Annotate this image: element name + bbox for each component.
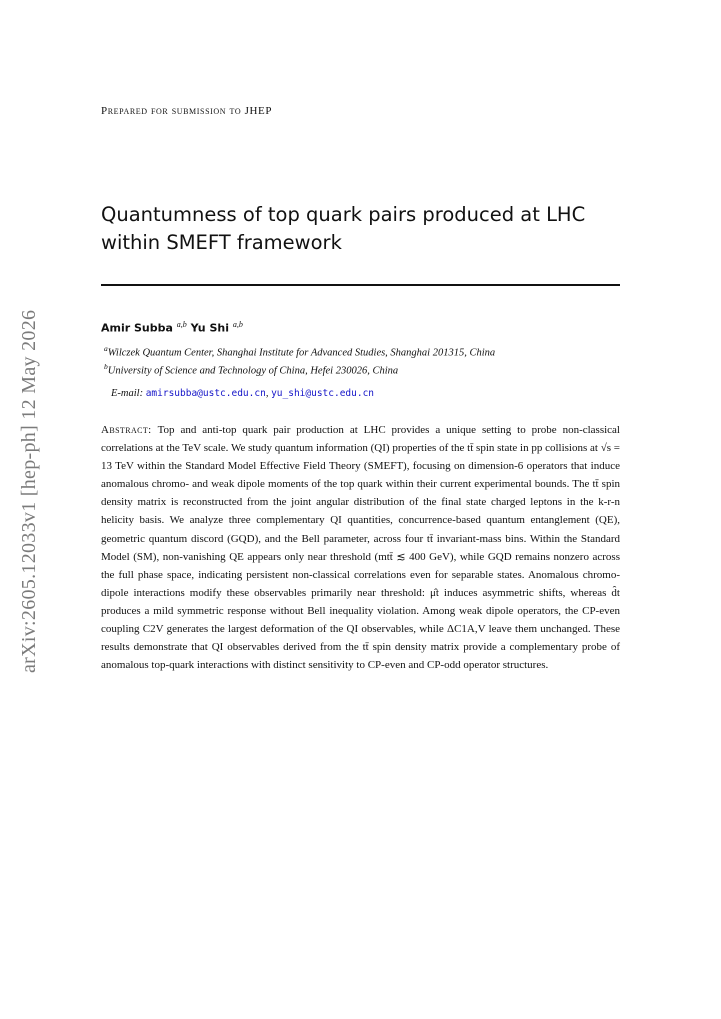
affiliation-mark: a (104, 344, 108, 353)
affiliation-text: Wilczek Quantum Center, Shanghai Institute for Advanced Studies, Shanghai 201315, China (107, 347, 496, 359)
affiliation-mark: b (104, 362, 108, 371)
email-line (111, 388, 374, 399)
arxiv-identifier: arXiv:2605.12033v1 [hep-ph] 12 May 2026 (18, 309, 40, 673)
paper-title: Quantumness of top quark pairs produced at LHC within SMEFT framework (101, 203, 586, 254)
abstract-heading: Abstract: (101, 424, 152, 436)
affiliation (104, 362, 624, 377)
author-name: Amir Subba (101, 321, 173, 335)
author-affil-mark: a,b (232, 320, 243, 329)
title-rule (101, 284, 620, 286)
email-link[interactable]: amirsubba@ustc.edu.cn (145, 388, 266, 399)
affiliation-text: University of Science and Technology of China, Hefei 230026, China (107, 365, 399, 377)
author-list (101, 320, 243, 335)
email-separator: , (265, 388, 272, 399)
author-name: Yu Shi (190, 321, 229, 335)
submission-note: Prepared for submission to JHEP (101, 105, 273, 117)
email-link[interactable]: yu_shi@ustc.edu.cn (271, 388, 375, 399)
author-affil-mark: a,b (176, 320, 187, 329)
email-label: E-mail: (111, 388, 144, 399)
abstract-body: Top and anti-top quark pair production at LHC provides a unique setting to probe non-classical correlations at the TeV scale. We study quantum information (QI) properties of the tt̄ spin state in pp collisions at √s = 13 TeV within the Standard Model Effective Field Theory (SMEFT), focusing on dimension-6 operators that induce anomalous chromo- and weak dipole moments of the top quark within their current experimental bounds. The tt̄ spin density matrix is reconstructed from the joint angular distribution of the final state charged leptons in the k-r-n helicity basis. We analyze three complementary QI quantities, concurrence-based quantum entanglement (QE), geometric quantum discord (GQD), and the Bell parameter, across four tt̄ invariant-mass bins. Within the Standard Model (SM), non-vanishing QE appears only near threshold (mtt̄ ≲ 400 GeV), while GQD remains nonzero across the full phase space, indicating persistent non-classical correlations even for separable states. Anomalous chromo-dipole interactions modify these observables primarily near threshold: μ̂t induces asymmetric shifts, whereas d̂t produces a mild symmetric response without Bell inequality violation. Among weak dipole operators, the CP-even coupling C2V generates the largest deformation of the QI observables, while ΔC1A,V leave them unchanged. These results demonstrate that QI observables derived from the tt̄ spin density matrix provide a complementary probe of anomalous top-quark interactions with distinct sensitivity to CP-even and CP-odd operator structures. (101, 424, 620, 672)
abstract (101, 421, 620, 674)
affiliation (104, 344, 624, 359)
